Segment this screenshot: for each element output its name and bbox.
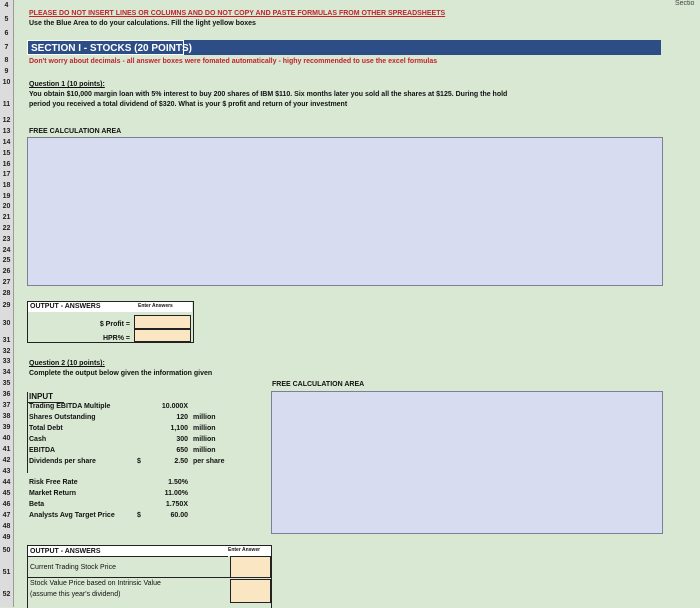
input-value: 1.50% [168, 479, 188, 486]
row-number[interactable]: 50 [2, 547, 11, 554]
input-currency: $ [137, 512, 141, 519]
input-label: EBITDA [29, 447, 56, 454]
input-value: 11.00% [164, 490, 188, 497]
row-number[interactable]: 33 [2, 358, 11, 365]
input-label: Trading EBITDA Multiple [29, 403, 111, 410]
row-number[interactable]: 39 [2, 424, 11, 431]
section-title: SECTION I - STOCKS (20 POINTS) [31, 43, 192, 54]
current-price-input[interactable] [230, 556, 271, 578]
row-number[interactable]: 22 [2, 225, 11, 232]
row-number[interactable]: 9 [4, 68, 9, 75]
instruction-text: Use the Blue Area to do your calculations. Fill the light yellow boxes [29, 20, 256, 27]
row-number[interactable]: 10 [2, 79, 11, 86]
input-unit: per share [193, 458, 225, 465]
row-number[interactable]: 18 [2, 182, 11, 189]
row-number[interactable]: 6 [4, 30, 9, 37]
row-number[interactable]: 26 [2, 268, 11, 275]
row-number[interactable]: 25 [2, 257, 11, 264]
input-value: 300 [176, 436, 188, 443]
input-label: Total Debt [29, 425, 63, 432]
row-number[interactable]: 21 [2, 214, 11, 221]
intrinsic-label-1: Stock Value Price based on Intrinsic Value [30, 580, 161, 587]
row-headers [0, 0, 14, 607]
row-number[interactable]: 31 [2, 337, 11, 344]
input-label: Beta [29, 501, 45, 508]
row-number[interactable]: 4 [4, 2, 9, 9]
row-number[interactable]: 12 [2, 117, 11, 124]
row-number[interactable]: 51 [2, 569, 11, 576]
row-number[interactable]: 40 [2, 435, 11, 442]
input-unit: million [193, 447, 216, 454]
row-number[interactable]: 29 [2, 302, 11, 309]
row-number[interactable]: 38 [2, 413, 11, 420]
input-value: 650 [176, 447, 188, 454]
input-label: Analysts Avg Target Price [29, 512, 115, 519]
q2-subtitle: Complete the output below given the information given [29, 370, 213, 377]
intrinsic-label-2: (assume this year's dividend) [30, 591, 121, 598]
intrinsic-value-input[interactable] [230, 579, 271, 603]
row-number[interactable]: 13 [2, 128, 11, 135]
row-number[interactable]: 23 [2, 236, 11, 243]
row-number[interactable]: 34 [2, 369, 11, 376]
q2-title: Question 2 (10 points): [29, 360, 105, 367]
input-value: 2.50 [174, 458, 188, 465]
row-number[interactable]: 24 [2, 247, 11, 254]
row-number[interactable]: 32 [2, 348, 11, 355]
row-number[interactable]: 46 [2, 501, 11, 508]
input-label: Cash [29, 436, 47, 443]
input-label: Shares Outstanding [29, 414, 96, 421]
q1-enter-answers: Enter Answers [138, 303, 173, 309]
q1-output-header: OUTPUT - ANSWERS [30, 303, 101, 310]
row-number[interactable]: 43 [2, 468, 11, 475]
input-value: 1.750X [165, 501, 188, 508]
row-number[interactable]: 16 [2, 161, 11, 168]
row-number[interactable]: 7 [4, 44, 9, 51]
row-number[interactable]: 20 [2, 203, 11, 210]
q2-row-line-2 [28, 577, 271, 578]
row-number[interactable]: 48 [2, 523, 11, 530]
q2-enter-answers: Enter Answer [228, 547, 261, 553]
row-number[interactable]: 19 [2, 193, 11, 200]
q1-hpr-label: HPR% = [102, 335, 130, 342]
row-number[interactable]: 45 [2, 490, 11, 497]
row-number[interactable]: 42 [2, 457, 11, 464]
input-label: Market Return [29, 490, 77, 497]
warning-text: PLEASE DO NOT INSERT LINES OR COLUMNS AND DO NOT COPY AND PASTE FORMULAS FROM OTHER SPREADSHEETS [29, 10, 446, 17]
q1-hpr-input[interactable] [134, 329, 191, 342]
row-number[interactable]: 47 [2, 512, 11, 519]
input-header: INPUT [29, 392, 53, 401]
row-number[interactable]: 27 [2, 279, 11, 286]
row-number[interactable]: 35 [2, 380, 11, 387]
q2-calc-area[interactable] [271, 391, 663, 534]
row-number[interactable]: 44 [2, 479, 11, 486]
current-price-label: Current Trading Stock Price [30, 564, 116, 571]
q2-output-header: OUTPUT - ANSWERS [30, 548, 101, 555]
q2-free-calc-label: FREE CALCULATION AREA [272, 381, 365, 388]
input-value: 120 [176, 414, 188, 421]
row-number[interactable]: 17 [2, 171, 11, 178]
input-unit: million [193, 414, 216, 421]
q1-free-calc-label: FREE CALCULATION AREA [29, 128, 122, 135]
row-number[interactable]: 41 [2, 446, 11, 453]
input-value: 1,100 [170, 425, 188, 432]
corner-label: Sectio [675, 0, 695, 7]
input-value: 60.00 [170, 512, 188, 519]
row-number[interactable]: 8 [4, 57, 9, 64]
q2-row-line-1 [28, 556, 228, 557]
input-value: 10.000X [161, 403, 188, 410]
input-currency: $ [137, 458, 141, 465]
row-number[interactable]: 14 [2, 139, 11, 146]
input-label: Dividends per share [29, 458, 96, 465]
section-note: Don't worry about decimals - all answer boxes were fomated automatically - highy recommended to use the excel formulas [29, 58, 438, 65]
row-number[interactable]: 52 [2, 591, 11, 598]
input-unit: million [193, 436, 216, 443]
row-number[interactable]: 49 [2, 534, 11, 541]
q1-calc-area[interactable] [27, 137, 663, 286]
q1-text-line2: period you received a total dividend of $320. What is your $ profit and return of your investment [29, 101, 348, 108]
row-number[interactable]: 15 [2, 150, 11, 157]
row-number[interactable]: 28 [2, 290, 11, 297]
row-number[interactable]: 36 [2, 391, 11, 398]
input-label: Risk Free Rate [29, 479, 78, 486]
input-unit: million [193, 425, 216, 432]
row-number[interactable]: 11 [2, 101, 11, 108]
row-number[interactable]: 5 [4, 16, 9, 23]
q1-text-line1: You obtain $10,000 margin loan with 5% interest to buy 200 shares of IBM $110. Six months later you sold all the shares at $125. During the hold [29, 91, 508, 98]
row-number[interactable]: 30 [2, 320, 11, 327]
q1-profit-label: $ Profit = [99, 321, 130, 328]
q1-title: Question 1 (10 points): [29, 81, 105, 88]
q1-profit-input[interactable] [134, 315, 191, 329]
row-number[interactable]: 37 [2, 402, 11, 409]
